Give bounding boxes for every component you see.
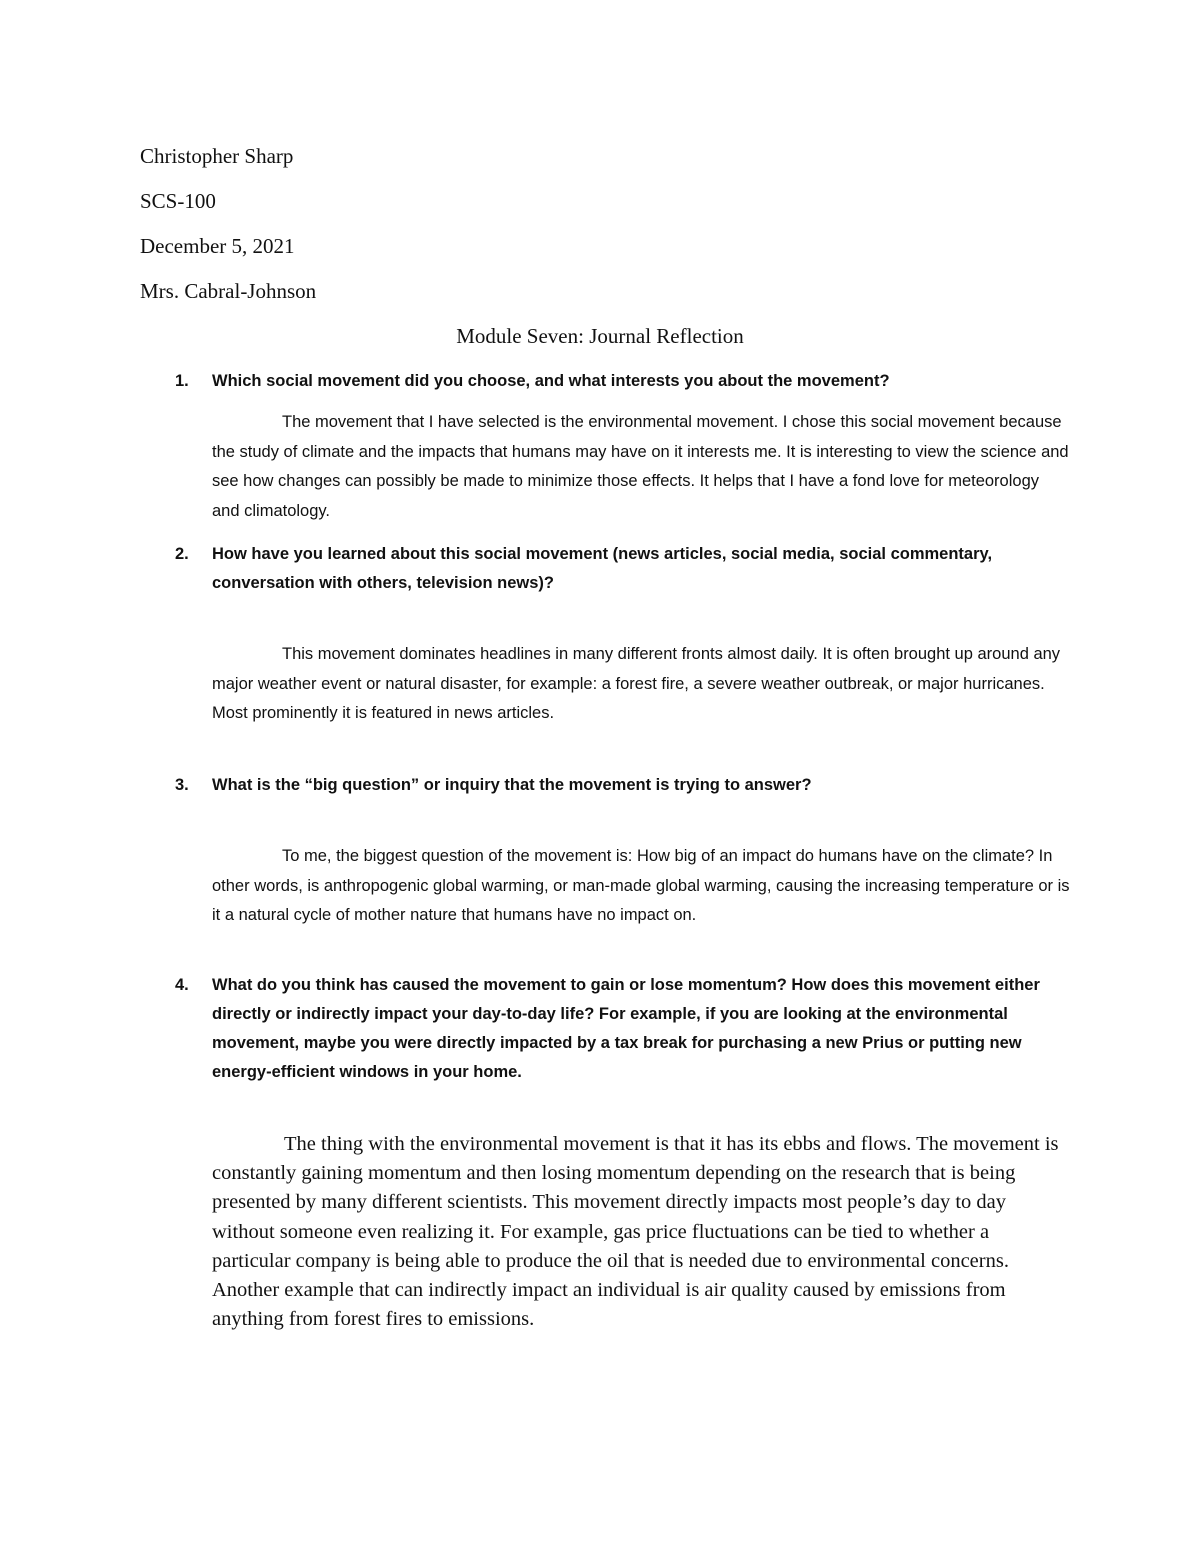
answer-4: The thing with the environmental movement is that it has its ebbs and flows. The movement is constantly gaining momentum and then losing momentum depending on the research that is being presented by many different scientists. This movement directly impacts most people’s day to day without someone even realizing it. For example, gas price fluctuations can be tied to whether a particular company is being able to produce the oil that is needed due to environmental concerns. Another example that can indirectly impact an individual is air quality caused by emissions from anything from forest fires to emissions. (212, 1133, 1059, 1331)
instructor-name: Mrs. Cabral-Johnson (140, 279, 317, 303)
question-4 (175, 971, 1075, 1087)
question-number: 2. (175, 545, 189, 563)
question-number: 1. (175, 372, 189, 390)
question-number: 3. (175, 776, 189, 794)
author-name: Christopher Sharp (140, 144, 294, 168)
question-text: How have you learned about this social movement (news articles, social media, social commentary, conversation with others, television news)? (212, 545, 993, 592)
document-title: Module Seven: Journal Reflection (456, 324, 744, 348)
answer-3: To me, the biggest question of the movement is: How big of an impact do humans have on the climate? In other words, is anthropogenic global warming, or man-made global warming, causing the increasing temperature or is it a natural cycle of mother nature that humans have no impact on. (212, 847, 1070, 924)
question-1 (175, 367, 1075, 396)
course-code: SCS-100 (140, 189, 216, 213)
answer-2: This movement dominates headlines in many different fronts almost daily. It is often brought up around any major weather event or natural disaster, for example: a forest fire, a severe weather outbreak, or major hurricanes. Most prominently it is featured in news articles. (212, 645, 1061, 722)
question-text: Which social movement did you choose, and what interests you about the movement? (212, 372, 890, 390)
question-number: 4. (175, 976, 189, 994)
document-date: December 5, 2021 (140, 234, 295, 258)
question-text: What is the “big question” or inquiry that the movement is trying to answer? (212, 776, 812, 794)
question-3 (175, 771, 1075, 800)
question-text: What do you think has caused the movement to gain or lose momentum? How does this movement either directly or indirectly impact your day-to-day life? For example, if you are looking at the environmental movement, maybe you were directly impacted by a tax break for purchasing a new Prius or putting new energy-efficient windows in your home. (212, 976, 1040, 1081)
answer-1: The movement that I have selected is the environmental movement. I chose this social movement because the study of climate and the impacts that humans may have on it interests me. It is interesting to view the science and see how changes can possibly be made to minimize those effects. It helps that I have a fond love for meteorology and climatology. (212, 413, 1069, 520)
question-2 (175, 540, 1075, 598)
